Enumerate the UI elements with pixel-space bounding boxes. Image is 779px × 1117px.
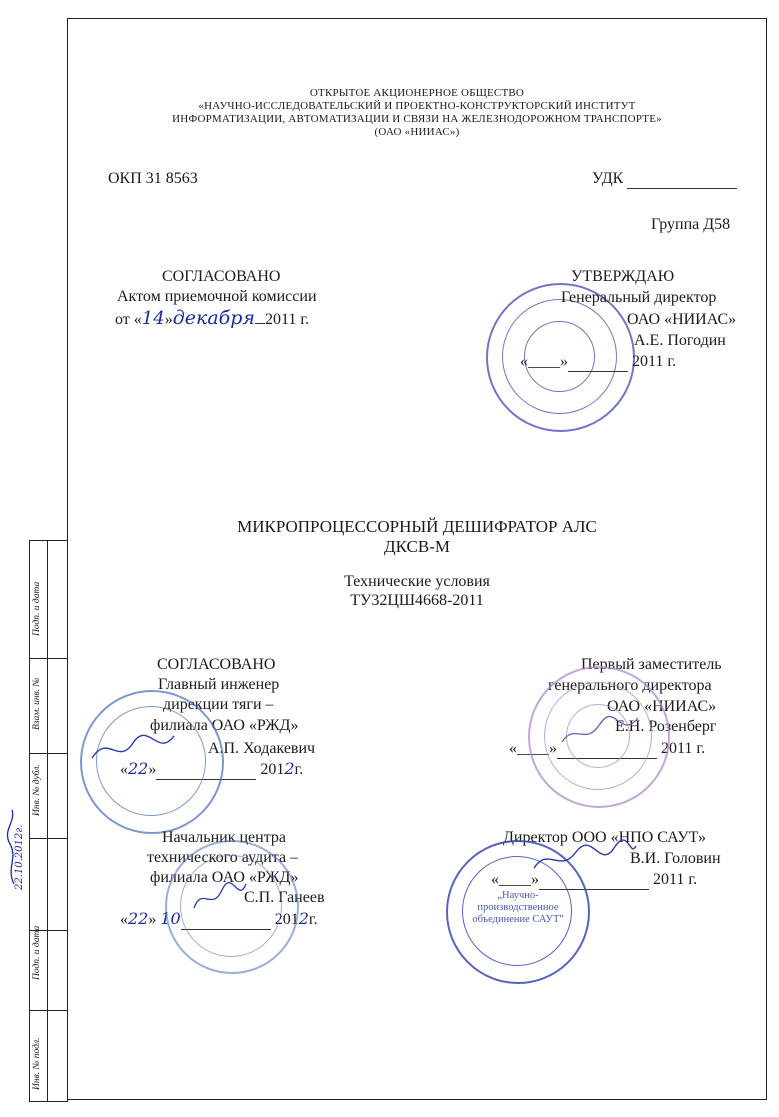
audit-line1: Начальник центра xyxy=(162,829,286,846)
agreed-left-line2: дирекции тяги – xyxy=(163,696,274,713)
side-signature xyxy=(2,808,22,888)
org-header-line4: (ОАО «НИИАС») xyxy=(374,126,460,138)
saut-seal-text: „Научно-производственное объединение САУТ" xyxy=(472,890,564,925)
agreed-top-year: 2011 г. xyxy=(265,311,310,328)
group-code: Группа Д58 xyxy=(651,216,731,233)
audit-line3: филиала ОАО «РЖД» xyxy=(150,869,299,886)
document-subtitle: ДКСВ-М xyxy=(384,537,450,556)
agreed-top-prefix: от « xyxy=(115,311,142,328)
org-header-line2: «НАУЧНО-ИССЛЕДОВАТЕЛЬСКИЙ И ПРОЕКТНО-КОНСТРУКТОРСКИЙ ИНСТИТУТ xyxy=(198,100,636,112)
side-label-replace-inv: Взам. инв. № xyxy=(32,677,42,730)
approve-line2: ОАО «НИИАС» xyxy=(627,311,737,328)
side-label-orig-inv: Инв. № подл. xyxy=(32,1037,42,1090)
audit-line2: технического аудита – xyxy=(147,849,299,866)
handwritten-day: 14 xyxy=(141,308,165,329)
approve-title: УТВЕРЖДАЮ xyxy=(571,268,675,285)
saut-line1: Директор ООО «НПО САУТ» xyxy=(503,829,706,846)
agreed-left-line5: «22» 2012г. xyxy=(120,759,304,778)
deputy-line1: Первый заместитель xyxy=(581,656,722,673)
org-header-line3: ИНФОРМАТИЗАЦИИ, АВТОМАТИЗАЦИИ И СВЯЗИ НА ЖЕЛЕЗНОДОРОЖНОМ ТРАНСПОРТЕ» xyxy=(172,113,662,125)
audit-line5: «22» 10 2012г. xyxy=(120,909,318,928)
approve-line1: Генеральный директор xyxy=(561,289,717,306)
side-label-dup-inv: Инв. № дубл. xyxy=(32,764,42,816)
saut-line3: «____» 2011 г. xyxy=(491,871,698,888)
udk-field xyxy=(592,170,737,189)
hand-month-10: 10 xyxy=(160,909,181,928)
side-handwritten-date: 22.10.2012г. xyxy=(14,824,25,890)
document-title: МИКРОПРОЦЕССОРНЫЙ ДЕШИФРАТОР АЛС xyxy=(237,517,597,536)
agreed-top-line2: от «14»декабря 2011 г. xyxy=(115,307,310,329)
deputy-line3: ОАО «НИИАС» xyxy=(607,698,717,715)
udk-blank xyxy=(627,170,737,189)
agreed-top-line1: Актом приемочной комиссии xyxy=(117,288,317,305)
saut-line2: В.И. Головин xyxy=(630,850,721,867)
signature-rozenberg xyxy=(560,712,640,752)
agreed-left-title: СОГЛАСОВАНО xyxy=(157,656,276,673)
agreed-left-line3: филиала ОАО «РЖД» xyxy=(150,717,299,734)
deputy-line5: «____» 2011 г. xyxy=(509,740,706,757)
org-header-line1: ОТКРЫТОЕ АКЦИОНЕРНОЕ ОБЩЕСТВО xyxy=(309,87,525,99)
okp-code: ОКП 31 8563 xyxy=(108,170,198,187)
signature-hodakevich xyxy=(88,728,178,768)
hand-day-22-audit: 22 xyxy=(128,909,149,928)
document-type: Технические условия xyxy=(344,573,490,590)
audit-line4: С.П. Ганеев xyxy=(244,889,325,906)
approve-line4: «____» 2011 г. xyxy=(520,353,677,370)
agreed-top-title: СОГЛАСОВАНО xyxy=(162,268,281,285)
deputy-line2: генерального директора xyxy=(548,677,712,694)
signature-golovin xyxy=(530,838,640,878)
hand-day-22: 22 xyxy=(128,759,149,778)
signature-ganeev xyxy=(190,880,250,915)
side-label-sign-date-2: Подп. и дата xyxy=(32,925,42,980)
handwritten-month: декабря xyxy=(172,307,255,329)
agreed-left-line4: А.П. Ходакевич xyxy=(208,740,316,757)
side-label-sign-date-1: Подп. и дата xyxy=(32,581,42,636)
deputy-line4: Е.Н. Розенберг xyxy=(615,718,717,735)
document-code: ТУ32ЦШ4668-2011 xyxy=(350,592,484,609)
approve-line3: А.Е. Погодин xyxy=(634,332,726,349)
udk-label: УДК xyxy=(592,170,624,187)
agreed-left-line1: Главный инженер xyxy=(158,676,280,693)
